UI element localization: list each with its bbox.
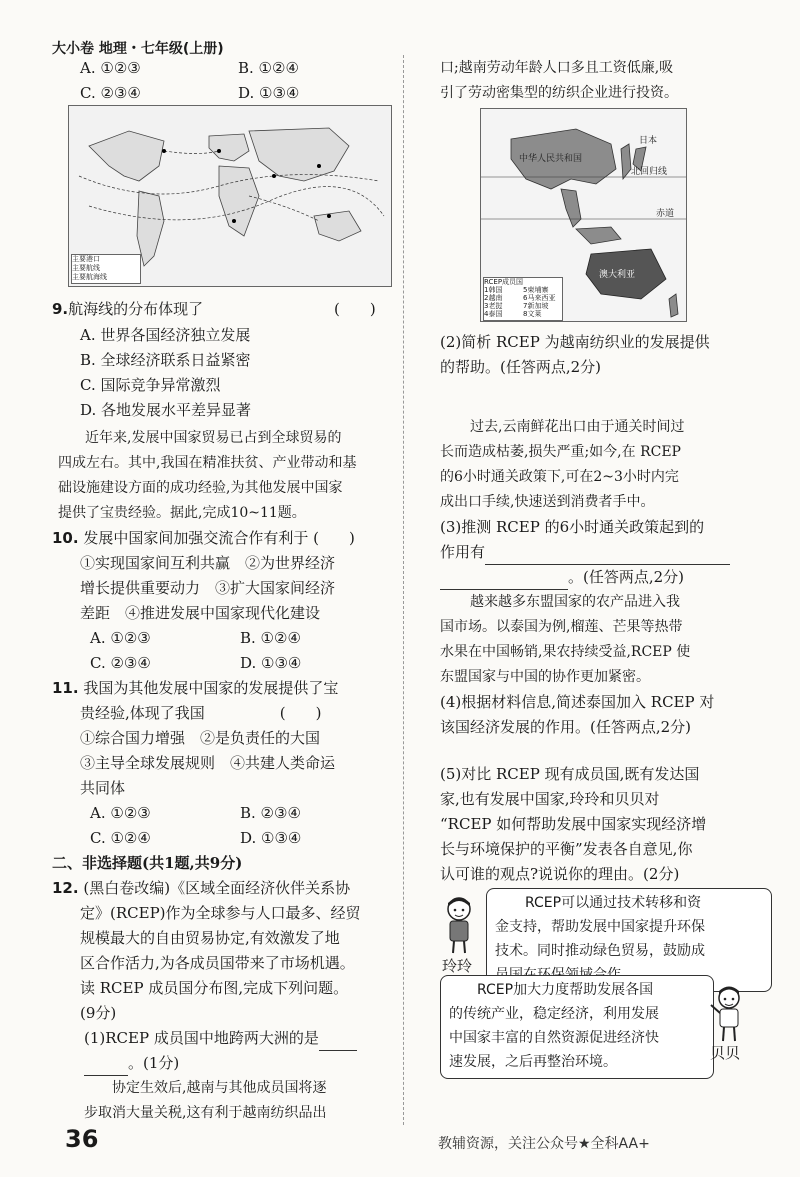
q10-stem [52, 526, 355, 551]
map-label-equator: 赤道 [656, 209, 675, 219]
q12-line: 定》(RCEP)作为全球参与人口最多、经贸 [80, 904, 361, 922]
q12-line: 读 RCEP 成员国分布图,完成下列问题。 [80, 979, 349, 997]
passage1-line: 近年来,发展中国家贸易已占到全球贸易的 [85, 430, 342, 446]
q8-option-d[interactable]: D. ①③④ [238, 84, 300, 102]
q12-sub1-text: (1)RCEP 成员国中地跨两大洲的是 [84, 1029, 319, 1047]
passage1-line: 础设施建设方面的成功经验,为其他发展中国家 [58, 480, 343, 496]
q10-number: 10. [52, 529, 79, 547]
q12-sub1-end-text: 。(1分) [128, 1054, 180, 1072]
q12-line: (9分) [80, 1004, 117, 1022]
q12-text: (黑白卷改编)《区域全面经济伙伴关系协 [83, 879, 351, 897]
q12-sub5-line: 家,也有发展中国家,玲玲和贝贝对 [440, 790, 660, 808]
passage3-line: 水果在中国畅销,果农持续受益,RCEP 使 [440, 644, 691, 660]
q11-option-d[interactable]: D. ①③④ [240, 829, 302, 847]
passage2-line: 过去,云南鲜花出口由于通关时间过 [470, 419, 685, 435]
book-header: 大小卷 地理・七年级(上册) [52, 41, 224, 57]
q9-option-c[interactable]: C. 国际竞争异常激烈 [80, 376, 221, 394]
q12-stem [52, 876, 350, 901]
lingling-speech-line: 技术。同时推动绿色贸易，鼓励成 [495, 943, 705, 959]
beibei-name: 贝贝 [710, 1044, 741, 1062]
lingling-speech-line: 金支持，帮助发展中国家提升环保 [495, 919, 705, 935]
q12-line: 规模最大的自由贸易协定,有效激发了地 [80, 929, 340, 947]
legend-item: 4泰国 [484, 310, 503, 318]
q12-sub5-line: 认可谁的观点?说说你的理由。(2分) [440, 865, 680, 883]
boy-figure-icon [708, 985, 750, 1043]
q10-option-b[interactable]: B. ①②④ [240, 629, 301, 647]
footer-note: 教辅资源，关注公众号★全科AA+ [438, 1136, 650, 1152]
q12-sub4-line: 该国经济发展的作用。(任答两点,2分) [440, 718, 692, 736]
beibei-speech-bubble [440, 975, 714, 1079]
q12-sub3-line2 [440, 540, 730, 565]
legend-route: 主要航线 [72, 264, 100, 272]
q12-line: 区合作活力,为各成员国带来了市场机遇。 [80, 954, 355, 972]
beibei-speech-line: RCEP加大力度帮助发展各国 [477, 982, 654, 998]
rcep-legend [483, 277, 563, 321]
map1-legend [71, 254, 141, 284]
q12-sub3-blank[interactable] [485, 548, 730, 565]
q12-sub2-answer-area[interactable] [440, 382, 740, 412]
q10-text: 发展中国家间加强交流合作有利于 ( ) [83, 529, 355, 547]
legend-item: 8文莱 [523, 310, 542, 318]
legend-title: RCEP成员国 [484, 278, 524, 286]
q9-answer-paren[interactable]: ( ) [334, 300, 376, 318]
q9-option-a[interactable]: A. 世界各国经济独立发展 [80, 326, 251, 344]
legend-item: 7新加坡 [523, 302, 549, 310]
passage1-line: 四成左右。其中,我国在精准扶贫、产业带动和基 [58, 455, 357, 471]
q12-sub3-text: 作用有 [440, 543, 486, 561]
passage2-line: 成出口手续,快速送到消费者手中。 [440, 494, 655, 510]
passage2-line: 的6小时通关政策下,可在2~3小时内完 [440, 469, 679, 485]
passage3-line: 越来越多东盟国家的农产品进入我 [470, 594, 680, 610]
q12-sub3-end [440, 565, 684, 590]
q12-sub1 [84, 1026, 357, 1051]
lingling-name: 玲玲 [442, 957, 473, 975]
beibei-speech-line: 速发展，之后再整治环境。 [449, 1054, 617, 1070]
column-divider [403, 55, 404, 1125]
q9-option-d[interactable]: D. 各地发展水平差异显著 [80, 401, 252, 419]
lingling-speech-line: RCEP可以通过技术转移和资 [525, 895, 702, 911]
q9-stem [52, 297, 203, 322]
q11-option-c[interactable]: C. ①②④ [90, 829, 151, 847]
q12-sub4-line: (4)根据材料信息,简述泰国加入 RCEP 对 [440, 693, 715, 711]
q11-line: 共同体 [80, 779, 126, 797]
q12-sub5-line: “RCEP 如何帮助发展中国家实现经济增 [440, 815, 707, 833]
q11-number: 11. [52, 679, 79, 697]
lingling-avatar [438, 895, 480, 955]
q12-sub3-line: (3)推测 RCEP 的6小时通关政策起到的 [440, 518, 705, 536]
q12-sub3-end-text: 。(任答两点,2分) [568, 568, 685, 586]
legend-sea-route: 主要航海线 [72, 273, 107, 281]
right-cont-line: 口;越南劳动年龄人口多且工资低廉,吸 [440, 60, 674, 76]
q12-para: 协定生效后,越南与其他成员国将逐 [112, 1080, 327, 1096]
q8-option-a[interactable]: A. ①②③ [80, 59, 141, 77]
legend-port: 主要港口 [72, 255, 100, 263]
q12-para: 步取消大量关税,这有利于越南纺织品出 [84, 1105, 327, 1121]
section2-title: 二、非选择题(共1题,共9分) [52, 854, 243, 872]
legend-item: 6马来西亚 [523, 294, 556, 302]
map-label-japan: 日本 [639, 136, 658, 146]
page-number: 36 [65, 1125, 99, 1153]
world-shipping-map [68, 105, 392, 287]
map-label-australia: 澳大利亚 [599, 270, 636, 280]
q11-option-a[interactable]: A. ①②③ [90, 804, 151, 822]
q11-stem [52, 676, 338, 701]
beibei-speech-line: 中国家丰富的自然资源促进经济快 [449, 1030, 659, 1046]
q11-line: ③主导全球发展规则 ④共建人类命运 [80, 754, 336, 772]
q10-option-c[interactable]: C. ②③④ [90, 654, 151, 672]
passage1-line: 提供了宝贵经验。据此,完成10~11题。 [58, 505, 306, 521]
q9-number: 9. [52, 300, 69, 318]
q10-line: ①实现国家间互利共赢 ②为世界经济 [80, 554, 336, 572]
q11-line: ①综合国力增强 ②是负责任的大国 [80, 729, 321, 747]
beibei-avatar [708, 985, 750, 1043]
q12-sub1-blank[interactable] [319, 1034, 357, 1051]
q10-option-a[interactable]: A. ①②③ [90, 629, 151, 647]
q11-line: 贵经验,体现了我国 ( ) [80, 704, 322, 722]
passage3-line: 东盟国家与中国的协作更加紧密。 [440, 669, 650, 685]
legend-item: 3老挝 [484, 302, 503, 310]
map-label-tropic: 北回归线 [631, 167, 668, 177]
legend-item: 5柬埔寨 [523, 286, 549, 294]
legend-item: 1韩国 [484, 286, 503, 294]
q12-number: 12. [52, 879, 79, 897]
right-cont-line: 引了劳动密集型的纺织企业进行投资。 [440, 85, 678, 101]
rcep-member-map [480, 108, 687, 322]
map-label-china: 中华人民共和国 [519, 154, 583, 164]
q8-option-b[interactable]: B. ①②④ [238, 59, 299, 77]
q12-sub1-blank2[interactable] [84, 1059, 128, 1076]
q11-option-b[interactable]: B. ②③④ [240, 804, 301, 822]
q12-sub2-line: (2)简析 RCEP 为越南纺织业的发展提供 [440, 333, 710, 351]
legend-item: 2越南 [484, 294, 503, 302]
q9-option-b[interactable]: B. 全球经济联系日益紧密 [80, 351, 251, 369]
q12-sub1-end [84, 1051, 179, 1076]
legend-grid [484, 286, 562, 318]
q12-sub2-line: 的帮助。(任答两点,2分) [440, 358, 602, 376]
q12-sub5-line: 长与环境保护的平衡”发表各自意见,你 [440, 840, 693, 858]
passage3-line: 国市场。以泰国为例,榴莲、芒果等热带 [440, 619, 683, 635]
girl-figure-icon [438, 895, 480, 955]
beibei-speech-line: 的传统产业，稳定经济，利用发展 [449, 1006, 659, 1022]
q10-option-d[interactable]: D. ①③④ [240, 654, 302, 672]
q11-text: 我国为其他发展中国家的发展提供了宝 [83, 679, 339, 697]
q12-sub5-line: (5)对比 RCEP 现有成员国,既有发达国 [440, 765, 700, 783]
q8-option-c[interactable]: C. ②③④ [80, 84, 141, 102]
q10-line: 差距 ④推进发展中国家现代化建设 [80, 604, 321, 622]
q9-text: 航海线的分布体现了 [68, 300, 204, 318]
passage2-line: 长而造成枯萎,损失严重;如今,在 RCEP [440, 444, 681, 460]
q10-line: 增长提供重要动力 ③扩大国家间经济 [80, 579, 336, 597]
q12-sub3-blank2[interactable] [440, 573, 568, 590]
